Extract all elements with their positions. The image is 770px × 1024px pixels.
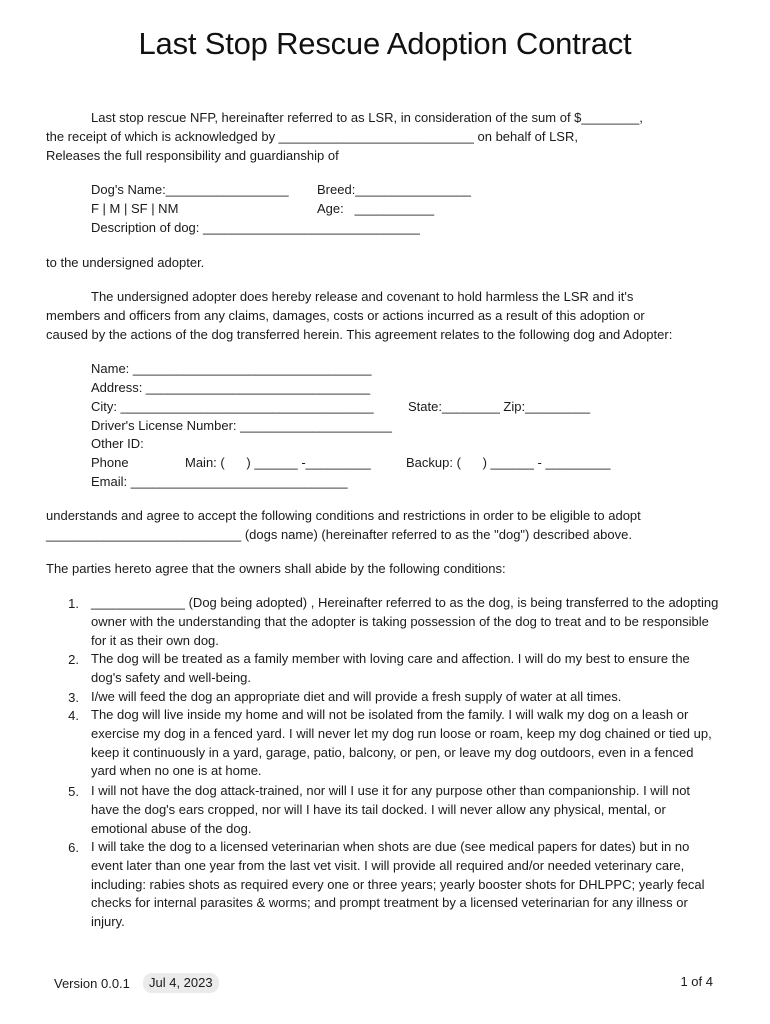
condition-number: 5.: [68, 784, 79, 799]
condition-text: The dog will live inside my home and will not be isolated from the family. I will walk my dog on a leash or exercise my dog in a fenced yard. I will never let my dog run loose or roam, keep my dog chained or tied up, keep it continuously in a yard, garage, patio, balcony, or pen, or leave my dog outdoors, even in a fenced yard when no one is at home.: [91, 707, 712, 779]
condition-number: 1.: [68, 596, 79, 611]
release-line-2: members and officers from any claims, damages, costs or actions incurred as a result of this adoption or: [46, 308, 645, 323]
page-title: Last Stop Rescue Adoption Contract: [138, 26, 632, 61]
footer-version: Version 0.0.1: [54, 976, 130, 991]
adopter-address-field: Address: _______________________________: [91, 380, 371, 395]
understands-line-1: understands and agree to accept the following conditions and restrictions in order to be eligible to adopt: [46, 508, 641, 523]
condition-number: 6.: [68, 840, 79, 855]
release-line-3: caused by the actions of the dog transferred herein. This agreement relates to the following dog and Adopter:: [46, 327, 673, 342]
intro-line-1: Last stop rescue NFP, hereinafter referred to as LSR, in consideration of the sum of $________,: [91, 110, 643, 125]
intro-line-2: the receipt of which is acknowledged by ___________________________ on behalf of LSR,: [46, 129, 578, 144]
release-line-1: The undersigned adopter does hereby release and covenant to hold harmless the LSR and it's: [91, 289, 634, 304]
adopter-name-field: Name: _________________________________: [91, 361, 372, 376]
adopter-email-field: Email: ______________________________: [91, 474, 348, 489]
condition-number: 4.: [68, 708, 79, 723]
condition-text: I will not have the dog attack-trained, nor will I use it for any purpose other than companionship. I will not have the dog's ears cropped, nor will I have its tail docked. I will never allow any physical, mental, or emotional abuse of the dog.: [91, 783, 691, 836]
condition-text: I will take the dog to a licensed veterinarian when shots are due (see medical papers for dates) but in no event later than one year from the last vet visit. I will provide all required and/or needed veterinary care, including: rabies shots as required every one or three years; yearly booster shots for DHLPPC; yearly fecal checks for internal parasites & worms; and prompt treatment by a licensed veterinarian for any illness or injury.: [91, 839, 705, 930]
dog-breed-field: Breed:________________: [317, 182, 471, 197]
dog-sex-field: F | M | SF | NM: [91, 201, 179, 216]
parties-text: The parties hereto agree that the owners shall abide by the following conditions:: [46, 561, 506, 576]
dog-age-field: Age: ___________: [317, 201, 435, 216]
condition-number: 3.: [68, 690, 79, 705]
condition-text: The dog will be treated as a family member with loving care and affection. I will do my best to ensure the dog's safety and well-being.: [91, 651, 690, 685]
condition-text: _____________ (Dog being adopted) , Hereinafter referred to as the dog, is being transferred to the adopting owner with the understanding that the adopter is taking possession of the dog to treat and to be responsible for it as their own dog.: [91, 595, 719, 648]
adopter-phone-label: Phone: [91, 455, 129, 470]
adopter-state-zip-field: State:________ Zip:_________: [408, 399, 591, 414]
intro-line-3: Releases the full responsibility and guardianship of: [46, 148, 339, 163]
adopter-city-field: City: ___________________________________: [91, 399, 374, 414]
dog-name-field: Dog's Name:_________________: [91, 182, 289, 197]
adopter-license-field: Driver's License Number: _____________________: [91, 418, 392, 433]
to-adopter-text: to the undersigned adopter.: [46, 255, 205, 270]
footer-page-number: 1 of 4: [680, 974, 713, 989]
footer-date-badge: Jul 4, 2023: [143, 973, 219, 993]
adopter-phone-backup-field: Backup: ( ) ______ - _________: [406, 455, 611, 470]
adopter-phone-main-field: Main: ( ) ______ -_________: [185, 455, 371, 470]
adopter-other-id-field: Other ID:: [91, 436, 144, 451]
understands-line-2: ___________________________ (dogs name) (hereinafter referred to as the "dog") described above.: [46, 527, 632, 542]
condition-number: 2.: [68, 652, 79, 667]
condition-text: I/we will feed the dog an appropriate diet and will provide a fresh supply of water at all times.: [91, 689, 622, 704]
dog-description-field: Description of dog: ______________________________: [91, 220, 420, 235]
